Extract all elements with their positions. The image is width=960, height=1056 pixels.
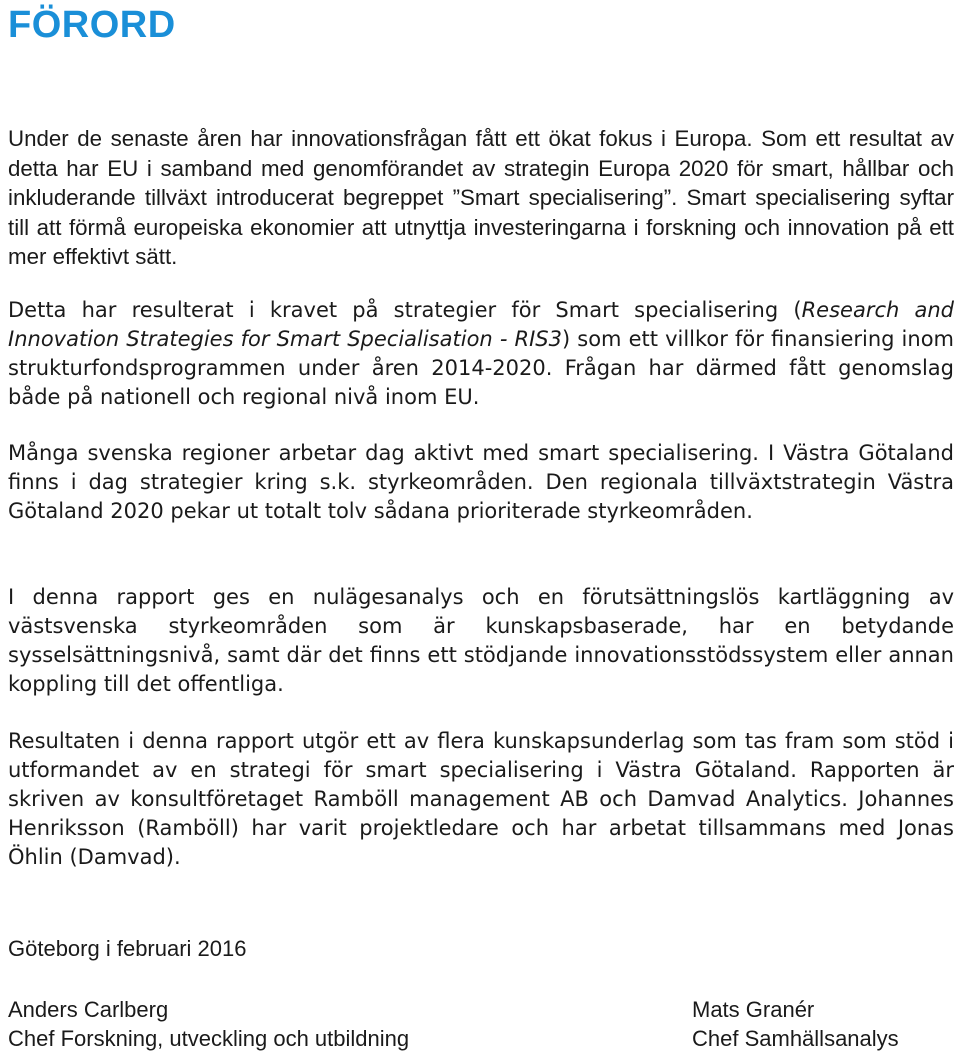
paragraph-authors: Resultaten i denna rapport utgör ett av flera kunskapsunderlag som tas fram som stöd i utformandet av en strategi för smart specialisering i Västra Götaland. Rapporten är skriven av konsultföretaget Ramböll management AB och Damvad Analytics. Johannes Henriksson (Ramböll) har varit projektledare och har arbetat tillsammans med Jonas Öhlin (Damvad). xyxy=(8,729,954,869)
signatory-left-title: Chef Forskning, utveckling och utbildning xyxy=(8,1026,410,1051)
place-date: Göteborg i februari 2016 xyxy=(8,936,247,961)
paragraph-intro: Under de senaste åren har innovationsfrågan fått ett ökat fokus i Europa. Som ett resultat av detta har EU i samband med genomförandet av strategin Europa 2020 för smart, hållbar och inkluderande tillväxt introducerat begreppet ”Smart specialisering”. Smart specialisering syftar till att förmå europeiska ekonomier att utnyttja investeringarna i forskning och innovation på ett mer effektivt sätt. xyxy=(8,126,954,269)
page-title: FÖRORD xyxy=(8,4,176,46)
paragraph-ris3-text-a: Detta har resulterat i kravet på strategier för Smart specialisering ( xyxy=(8,298,802,322)
paragraph-report-scope: I denna rapport ges en nulägesanalys och en förutsättningslös kartläggning av västsvenska styrkeområden som är kunskapsbaserade, har en betydande sysselsättningsnivå, samt där det finns ett stödjande innovationsstödssystem eller annan koppling till det offentliga. xyxy=(8,585,954,696)
paragraph-ris3-text-b: ) som ett villkor för finansiering inom strukturfondsprogrammen under åren 2014-2020. Frågan har därmed fått genomslag både på nationell och regional nivå inom EU. xyxy=(8,327,955,409)
signatory-right-title: Chef Samhällsanalys xyxy=(692,1026,899,1051)
paragraph-ris3 xyxy=(8,296,954,412)
signatory-left-name: Anders Carlberg xyxy=(8,997,169,1022)
paragraph-ris3-italic: Research and Innovation Strategies for Smart Specialisation - RIS3 xyxy=(8,298,954,351)
paragraph-regions: Många svenska regioner arbetar dag aktivt med smart specialisering. I Västra Götaland finns i dag strategier kring s.k. styrkeområden. Den regionala tillväxtstrategin Västra Götaland 2020 pekar ut totalt tolv sådana prioriterade styrkeområden. xyxy=(8,441,954,523)
signatory-right-name: Mats Granér xyxy=(692,997,815,1022)
